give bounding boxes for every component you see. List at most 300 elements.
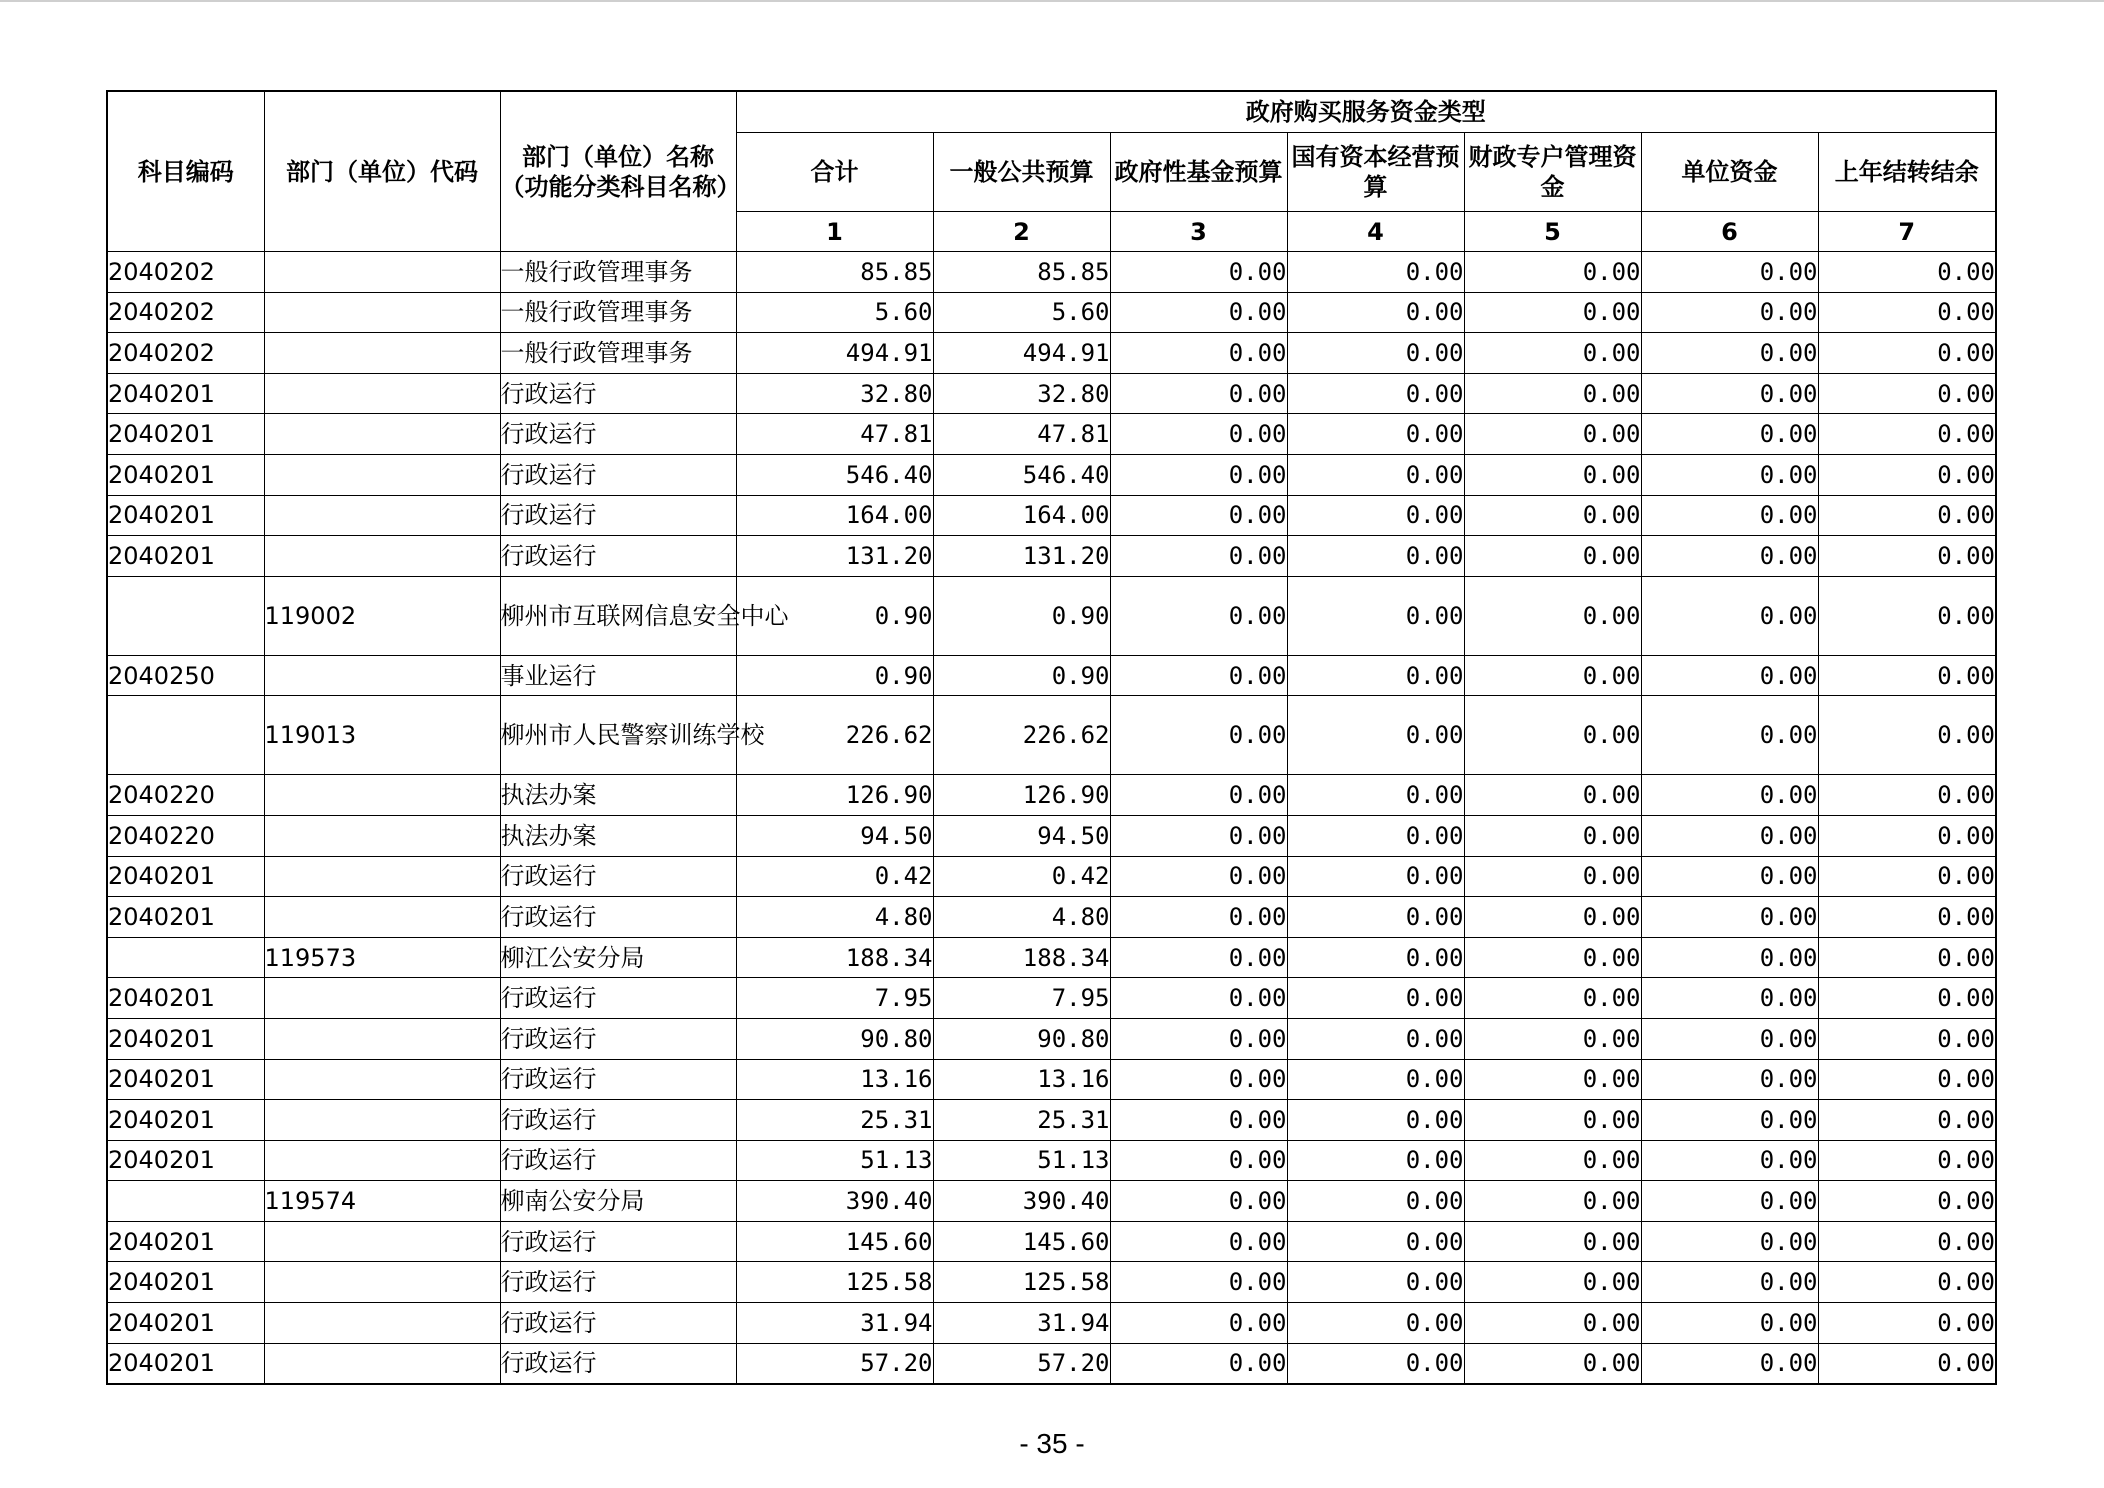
cell-subject-code: 2040201 bbox=[107, 897, 264, 938]
table-row bbox=[107, 1262, 1996, 1303]
cell-subject-code bbox=[107, 937, 264, 978]
cell-unit-funds: 0.00 bbox=[1641, 775, 1818, 816]
cell-subject-code: 2040201 bbox=[107, 1140, 264, 1181]
cell-dept-code bbox=[264, 292, 500, 333]
cell-carryover: 0.00 bbox=[1818, 1221, 1996, 1262]
cell-special-account-funds: 0.00 bbox=[1464, 536, 1641, 577]
cell-gov-fund-budget: 0.00 bbox=[1110, 333, 1287, 374]
cell-general-budget: 0.42 bbox=[933, 856, 1110, 897]
cell-gov-fund-budget: 0.00 bbox=[1110, 1140, 1287, 1181]
cell-carryover: 0.00 bbox=[1818, 1059, 1996, 1100]
cell-state-capital-budget: 0.00 bbox=[1287, 495, 1464, 536]
cell-unit-funds: 0.00 bbox=[1641, 333, 1818, 374]
cell-state-capital-budget: 0.00 bbox=[1287, 696, 1464, 775]
cell-unit-funds: 0.00 bbox=[1641, 1303, 1818, 1344]
cell-dept-name: 执法办案 bbox=[500, 815, 736, 856]
cell-dept-name: 行政运行 bbox=[500, 856, 736, 897]
header-col-index-5: 5 bbox=[1464, 212, 1641, 252]
cell-carryover: 0.00 bbox=[1818, 292, 1996, 333]
cell-total: 31.94 bbox=[736, 1303, 933, 1344]
cell-dept-name: 行政运行 bbox=[500, 536, 736, 577]
cell-subject-code bbox=[107, 1181, 264, 1222]
cell-subject-code: 2040201 bbox=[107, 495, 264, 536]
table-row bbox=[107, 454, 1996, 495]
table-row bbox=[107, 1303, 1996, 1344]
cell-total: 4.80 bbox=[736, 897, 933, 938]
cell-carryover: 0.00 bbox=[1818, 978, 1996, 1019]
cell-dept-code: 119013 bbox=[264, 696, 500, 775]
cell-state-capital-budget: 0.00 bbox=[1287, 655, 1464, 696]
cell-dept-name: 行政运行 bbox=[500, 978, 736, 1019]
cell-state-capital-budget: 0.00 bbox=[1287, 1343, 1464, 1384]
header-dept-code: 部门（单位）代码 bbox=[264, 91, 500, 252]
table-row bbox=[107, 655, 1996, 696]
cell-total: 25.31 bbox=[736, 1100, 933, 1141]
cell-carryover: 0.00 bbox=[1818, 696, 1996, 775]
cell-general-budget: 85.85 bbox=[933, 252, 1110, 293]
table-row bbox=[107, 414, 1996, 455]
table-row bbox=[107, 252, 1996, 293]
cell-dept-name: 行政运行 bbox=[500, 1059, 736, 1100]
cell-subject-code: 2040201 bbox=[107, 978, 264, 1019]
cell-unit-funds: 0.00 bbox=[1641, 536, 1818, 577]
cell-general-budget: 494.91 bbox=[933, 333, 1110, 374]
header-col-unit-funds: 单位资金 bbox=[1641, 133, 1818, 212]
cell-subject-code: 2040220 bbox=[107, 815, 264, 856]
cell-state-capital-budget: 0.00 bbox=[1287, 937, 1464, 978]
cell-dept-code bbox=[264, 897, 500, 938]
cell-special-account-funds: 0.00 bbox=[1464, 775, 1641, 816]
cell-dept-name: 一般行政管理事务 bbox=[500, 252, 736, 293]
header-col-gov-fund-budget: 政府性基金预算 bbox=[1110, 133, 1287, 212]
cell-total: 51.13 bbox=[736, 1140, 933, 1181]
cell-general-budget: 226.62 bbox=[933, 696, 1110, 775]
cell-total: 145.60 bbox=[736, 1221, 933, 1262]
top-border-line bbox=[0, 0, 2104, 2]
cell-dept-code bbox=[264, 252, 500, 293]
cell-carryover: 0.00 bbox=[1818, 775, 1996, 816]
cell-state-capital-budget: 0.00 bbox=[1287, 1221, 1464, 1262]
cell-dept-code bbox=[264, 414, 500, 455]
cell-state-capital-budget: 0.00 bbox=[1287, 1262, 1464, 1303]
cell-unit-funds: 0.00 bbox=[1641, 1140, 1818, 1181]
cell-subject-code: 2040201 bbox=[107, 1221, 264, 1262]
cell-gov-fund-budget: 0.00 bbox=[1110, 373, 1287, 414]
cell-gov-fund-budget: 0.00 bbox=[1110, 775, 1287, 816]
cell-total: 0.42 bbox=[736, 856, 933, 897]
cell-unit-funds: 0.00 bbox=[1641, 1221, 1818, 1262]
cell-subject-code: 2040201 bbox=[107, 1100, 264, 1141]
cell-general-budget: 47.81 bbox=[933, 414, 1110, 455]
cell-unit-funds: 0.00 bbox=[1641, 856, 1818, 897]
cell-general-budget: 51.13 bbox=[933, 1140, 1110, 1181]
cell-dept-name: 行政运行 bbox=[500, 1343, 736, 1384]
header-subject-code: 科目编码 bbox=[107, 91, 264, 252]
cell-carryover: 0.00 bbox=[1818, 897, 1996, 938]
cell-unit-funds: 0.00 bbox=[1641, 1262, 1818, 1303]
cell-state-capital-budget: 0.00 bbox=[1287, 1018, 1464, 1059]
cell-state-capital-budget: 0.00 bbox=[1287, 1181, 1464, 1222]
cell-special-account-funds: 0.00 bbox=[1464, 292, 1641, 333]
cell-general-budget: 5.60 bbox=[933, 292, 1110, 333]
header-col-carryover: 上年结转结余 bbox=[1818, 133, 1996, 212]
cell-total: 390.40 bbox=[736, 1181, 933, 1222]
cell-dept-name: 行政运行 bbox=[500, 414, 736, 455]
table-row bbox=[107, 1221, 1996, 1262]
cell-unit-funds: 0.00 bbox=[1641, 978, 1818, 1019]
cell-special-account-funds: 0.00 bbox=[1464, 1343, 1641, 1384]
cell-dept-name: 行政运行 bbox=[500, 1221, 736, 1262]
cell-subject-code bbox=[107, 576, 264, 655]
cell-dept-code bbox=[264, 1018, 500, 1059]
cell-dept-name: 行政运行 bbox=[500, 495, 736, 536]
table-row bbox=[107, 1059, 1996, 1100]
cell-gov-fund-budget: 0.00 bbox=[1110, 576, 1287, 655]
table-row bbox=[107, 1181, 1996, 1222]
cell-subject-code: 2040201 bbox=[107, 454, 264, 495]
cell-unit-funds: 0.00 bbox=[1641, 495, 1818, 536]
cell-subject-code: 2040201 bbox=[107, 1262, 264, 1303]
table-row bbox=[107, 1100, 1996, 1141]
cell-gov-fund-budget: 0.00 bbox=[1110, 815, 1287, 856]
cell-special-account-funds: 0.00 bbox=[1464, 1303, 1641, 1344]
table-row bbox=[107, 1140, 1996, 1181]
cell-general-budget: 126.90 bbox=[933, 775, 1110, 816]
cell-dept-name: 行政运行 bbox=[500, 1262, 736, 1303]
cell-special-account-funds: 0.00 bbox=[1464, 937, 1641, 978]
header-col-index-4: 4 bbox=[1287, 212, 1464, 252]
cell-carryover: 0.00 bbox=[1818, 1343, 1996, 1384]
table-row bbox=[107, 576, 1996, 655]
cell-unit-funds: 0.00 bbox=[1641, 1018, 1818, 1059]
cell-total: 57.20 bbox=[736, 1343, 933, 1384]
cell-unit-funds: 0.00 bbox=[1641, 1181, 1818, 1222]
cell-general-budget: 546.40 bbox=[933, 454, 1110, 495]
cell-total: 188.34 bbox=[736, 937, 933, 978]
cell-subject-code: 2040201 bbox=[107, 1059, 264, 1100]
cell-gov-fund-budget: 0.00 bbox=[1110, 252, 1287, 293]
cell-dept-name: 柳江公安分局 bbox=[500, 937, 736, 978]
government-service-purchase-table bbox=[106, 90, 1997, 1385]
table-row bbox=[107, 775, 1996, 816]
cell-gov-fund-budget: 0.00 bbox=[1110, 655, 1287, 696]
table-body bbox=[107, 252, 1996, 1385]
cell-carryover: 0.00 bbox=[1818, 856, 1996, 897]
cell-general-budget: 188.34 bbox=[933, 937, 1110, 978]
cell-gov-fund-budget: 0.00 bbox=[1110, 1303, 1287, 1344]
cell-total: 546.40 bbox=[736, 454, 933, 495]
cell-special-account-funds: 0.00 bbox=[1464, 1221, 1641, 1262]
cell-subject-code: 2040201 bbox=[107, 1343, 264, 1384]
table-row bbox=[107, 815, 1996, 856]
cell-dept-name: 行政运行 bbox=[500, 373, 736, 414]
cell-total: 13.16 bbox=[736, 1059, 933, 1100]
cell-carryover: 0.00 bbox=[1818, 1181, 1996, 1222]
table-row bbox=[107, 897, 1996, 938]
cell-state-capital-budget: 0.00 bbox=[1287, 373, 1464, 414]
cell-special-account-funds: 0.00 bbox=[1464, 815, 1641, 856]
cell-state-capital-budget: 0.00 bbox=[1287, 414, 1464, 455]
cell-dept-name: 行政运行 bbox=[500, 897, 736, 938]
cell-gov-fund-budget: 0.00 bbox=[1110, 937, 1287, 978]
cell-carryover: 0.00 bbox=[1818, 815, 1996, 856]
cell-general-budget: 7.95 bbox=[933, 978, 1110, 1019]
cell-subject-code: 2040220 bbox=[107, 775, 264, 816]
cell-special-account-funds: 0.00 bbox=[1464, 454, 1641, 495]
header-col-special-account-funds: 财政专户管理资金 bbox=[1464, 133, 1641, 212]
cell-total: 5.60 bbox=[736, 292, 933, 333]
cell-carryover: 0.00 bbox=[1818, 576, 1996, 655]
table-row bbox=[107, 856, 1996, 897]
cell-dept-name: 行政运行 bbox=[500, 1100, 736, 1141]
cell-state-capital-budget: 0.00 bbox=[1287, 897, 1464, 938]
cell-gov-fund-budget: 0.00 bbox=[1110, 495, 1287, 536]
cell-gov-fund-budget: 0.00 bbox=[1110, 454, 1287, 495]
cell-total: 94.50 bbox=[736, 815, 933, 856]
cell-dept-name: 一般行政管理事务 bbox=[500, 333, 736, 374]
cell-state-capital-budget: 0.00 bbox=[1287, 1100, 1464, 1141]
cell-special-account-funds: 0.00 bbox=[1464, 414, 1641, 455]
cell-dept-code bbox=[264, 1100, 500, 1141]
table-row bbox=[107, 1018, 1996, 1059]
cell-general-budget: 57.20 bbox=[933, 1343, 1110, 1384]
header-col-general-budget: 一般公共预算 bbox=[933, 133, 1110, 212]
cell-carryover: 0.00 bbox=[1818, 1100, 1996, 1141]
cell-dept-code bbox=[264, 1343, 500, 1384]
cell-gov-fund-budget: 0.00 bbox=[1110, 978, 1287, 1019]
cell-special-account-funds: 0.00 bbox=[1464, 978, 1641, 1019]
cell-dept-name: 行政运行 bbox=[500, 454, 736, 495]
page-number: - 35 - bbox=[1019, 1428, 1085, 1459]
cell-total: 0.90 bbox=[736, 576, 933, 655]
cell-general-budget: 164.00 bbox=[933, 495, 1110, 536]
cell-dept-code bbox=[264, 1140, 500, 1181]
cell-dept-name: 柳州市互联网信息安全中心 bbox=[500, 576, 736, 655]
header-col-index-3: 3 bbox=[1110, 212, 1287, 252]
cell-gov-fund-budget: 0.00 bbox=[1110, 1343, 1287, 1384]
cell-carryover: 0.00 bbox=[1818, 1262, 1996, 1303]
cell-total: 131.20 bbox=[736, 536, 933, 577]
cell-subject-code bbox=[107, 696, 264, 775]
cell-general-budget: 0.90 bbox=[933, 655, 1110, 696]
header-col-index-2: 2 bbox=[933, 212, 1110, 252]
cell-dept-code bbox=[264, 333, 500, 374]
cell-total: 0.90 bbox=[736, 655, 933, 696]
cell-state-capital-budget: 0.00 bbox=[1287, 1303, 1464, 1344]
cell-dept-name: 行政运行 bbox=[500, 1018, 736, 1059]
cell-special-account-funds: 0.00 bbox=[1464, 856, 1641, 897]
table-row bbox=[107, 373, 1996, 414]
cell-total: 47.81 bbox=[736, 414, 933, 455]
cell-dept-code bbox=[264, 495, 500, 536]
cell-total: 90.80 bbox=[736, 1018, 933, 1059]
cell-dept-name: 柳南公安分局 bbox=[500, 1181, 736, 1222]
cell-state-capital-budget: 0.00 bbox=[1287, 775, 1464, 816]
cell-dept-code bbox=[264, 856, 500, 897]
cell-subject-code: 2040201 bbox=[107, 536, 264, 577]
cell-carryover: 0.00 bbox=[1818, 1140, 1996, 1181]
cell-dept-code bbox=[264, 454, 500, 495]
cell-general-budget: 131.20 bbox=[933, 536, 1110, 577]
cell-unit-funds: 0.00 bbox=[1641, 414, 1818, 455]
table-row bbox=[107, 292, 1996, 333]
cell-unit-funds: 0.00 bbox=[1641, 897, 1818, 938]
cell-subject-code: 2040202 bbox=[107, 252, 264, 293]
header-col-index-6: 6 bbox=[1641, 212, 1818, 252]
cell-special-account-funds: 0.00 bbox=[1464, 1059, 1641, 1100]
cell-total: 126.90 bbox=[736, 775, 933, 816]
cell-special-account-funds: 0.00 bbox=[1464, 576, 1641, 655]
header-col-index-7: 7 bbox=[1818, 212, 1996, 252]
cell-general-budget: 125.58 bbox=[933, 1262, 1110, 1303]
cell-special-account-funds: 0.00 bbox=[1464, 897, 1641, 938]
table-row bbox=[107, 333, 1996, 374]
header-dept-name-line1: 部门（单位）名称 bbox=[522, 142, 714, 171]
header-col-index-1: 1 bbox=[736, 212, 933, 252]
cell-gov-fund-budget: 0.00 bbox=[1110, 1059, 1287, 1100]
cell-dept-code bbox=[264, 775, 500, 816]
cell-special-account-funds: 0.00 bbox=[1464, 655, 1641, 696]
cell-gov-fund-budget: 0.00 bbox=[1110, 1018, 1287, 1059]
cell-dept-code bbox=[264, 1262, 500, 1303]
cell-general-budget: 0.90 bbox=[933, 576, 1110, 655]
cell-subject-code: 2040201 bbox=[107, 1303, 264, 1344]
cell-carryover: 0.00 bbox=[1818, 655, 1996, 696]
cell-gov-fund-budget: 0.00 bbox=[1110, 1181, 1287, 1222]
cell-total: 32.80 bbox=[736, 373, 933, 414]
cell-carryover: 0.00 bbox=[1818, 333, 1996, 374]
cell-general-budget: 390.40 bbox=[933, 1181, 1110, 1222]
cell-state-capital-budget: 0.00 bbox=[1287, 333, 1464, 374]
cell-unit-funds: 0.00 bbox=[1641, 252, 1818, 293]
cell-special-account-funds: 0.00 bbox=[1464, 495, 1641, 536]
cell-special-account-funds: 0.00 bbox=[1464, 1018, 1641, 1059]
cell-general-budget: 145.60 bbox=[933, 1221, 1110, 1262]
cell-dept-code bbox=[264, 655, 500, 696]
cell-unit-funds: 0.00 bbox=[1641, 1059, 1818, 1100]
cell-gov-fund-budget: 0.00 bbox=[1110, 1262, 1287, 1303]
cell-dept-name: 一般行政管理事务 bbox=[500, 292, 736, 333]
cell-unit-funds: 0.00 bbox=[1641, 1100, 1818, 1141]
cell-subject-code: 2040201 bbox=[107, 373, 264, 414]
header-col-state-capital-budget: 国有资本经营预算 bbox=[1287, 133, 1464, 212]
cell-unit-funds: 0.00 bbox=[1641, 1343, 1818, 1384]
cell-gov-fund-budget: 0.00 bbox=[1110, 292, 1287, 333]
cell-dept-code: 119574 bbox=[264, 1181, 500, 1222]
cell-special-account-funds: 0.00 bbox=[1464, 1262, 1641, 1303]
cell-dept-code: 119573 bbox=[264, 937, 500, 978]
cell-total: 85.85 bbox=[736, 252, 933, 293]
cell-special-account-funds: 0.00 bbox=[1464, 252, 1641, 293]
cell-state-capital-budget: 0.00 bbox=[1287, 292, 1464, 333]
cell-special-account-funds: 0.00 bbox=[1464, 1181, 1641, 1222]
cell-dept-code bbox=[264, 1303, 500, 1344]
cell-unit-funds: 0.00 bbox=[1641, 373, 1818, 414]
cell-subject-code: 2040202 bbox=[107, 333, 264, 374]
table-row bbox=[107, 937, 1996, 978]
cell-total: 125.58 bbox=[736, 1262, 933, 1303]
cell-total: 164.00 bbox=[736, 495, 933, 536]
cell-general-budget: 94.50 bbox=[933, 815, 1110, 856]
table-row bbox=[107, 978, 1996, 1019]
cell-special-account-funds: 0.00 bbox=[1464, 1140, 1641, 1181]
table-row bbox=[107, 536, 1996, 577]
cell-gov-fund-budget: 0.00 bbox=[1110, 1221, 1287, 1262]
cell-state-capital-budget: 0.00 bbox=[1287, 1140, 1464, 1181]
cell-special-account-funds: 0.00 bbox=[1464, 333, 1641, 374]
cell-special-account-funds: 0.00 bbox=[1464, 696, 1641, 775]
cell-dept-name: 柳州市人民警察训练学校 bbox=[500, 696, 736, 775]
cell-dept-name: 事业运行 bbox=[500, 655, 736, 696]
cell-dept-code bbox=[264, 373, 500, 414]
table-row bbox=[107, 1343, 1996, 1384]
cell-gov-fund-budget: 0.00 bbox=[1110, 897, 1287, 938]
cell-unit-funds: 0.00 bbox=[1641, 655, 1818, 696]
cell-total: 7.95 bbox=[736, 978, 933, 1019]
cell-gov-fund-budget: 0.00 bbox=[1110, 856, 1287, 897]
cell-total: 226.62 bbox=[736, 696, 933, 775]
cell-dept-code bbox=[264, 978, 500, 1019]
cell-subject-code: 2040250 bbox=[107, 655, 264, 696]
header-fund-type-group: 政府购买服务资金类型 bbox=[736, 91, 1996, 133]
cell-state-capital-budget: 0.00 bbox=[1287, 454, 1464, 495]
cell-carryover: 0.00 bbox=[1818, 495, 1996, 536]
header-col-total: 合计 bbox=[736, 133, 933, 212]
header-dept-name bbox=[500, 91, 741, 252]
cell-state-capital-budget: 0.00 bbox=[1287, 815, 1464, 856]
cell-special-account-funds: 0.00 bbox=[1464, 373, 1641, 414]
cell-dept-code: 119002 bbox=[264, 576, 500, 655]
cell-dept-name: 执法办案 bbox=[500, 775, 736, 816]
cell-carryover: 0.00 bbox=[1818, 414, 1996, 455]
cell-subject-code: 2040201 bbox=[107, 414, 264, 455]
cell-state-capital-budget: 0.00 bbox=[1287, 536, 1464, 577]
cell-unit-funds: 0.00 bbox=[1641, 292, 1818, 333]
cell-state-capital-budget: 0.00 bbox=[1287, 978, 1464, 1019]
cell-carryover: 0.00 bbox=[1818, 1303, 1996, 1344]
table-row bbox=[107, 495, 1996, 536]
cell-carryover: 0.00 bbox=[1818, 252, 1996, 293]
cell-carryover: 0.00 bbox=[1818, 536, 1996, 577]
cell-general-budget: 25.31 bbox=[933, 1100, 1110, 1141]
cell-gov-fund-budget: 0.00 bbox=[1110, 1100, 1287, 1141]
cell-general-budget: 13.16 bbox=[933, 1059, 1110, 1100]
cell-state-capital-budget: 0.00 bbox=[1287, 1059, 1464, 1100]
cell-dept-name: 行政运行 bbox=[500, 1303, 736, 1344]
cell-subject-code: 2040202 bbox=[107, 292, 264, 333]
header-dept-name-line2: （功能分类科目名称） bbox=[500, 172, 741, 201]
cell-state-capital-budget: 0.00 bbox=[1287, 856, 1464, 897]
cell-special-account-funds: 0.00 bbox=[1464, 1100, 1641, 1141]
cell-gov-fund-budget: 0.00 bbox=[1110, 696, 1287, 775]
cell-dept-code bbox=[264, 1221, 500, 1262]
cell-general-budget: 32.80 bbox=[933, 373, 1110, 414]
cell-subject-code: 2040201 bbox=[107, 1018, 264, 1059]
cell-general-budget: 90.80 bbox=[933, 1018, 1110, 1059]
cell-dept-code bbox=[264, 536, 500, 577]
cell-unit-funds: 0.00 bbox=[1641, 937, 1818, 978]
cell-general-budget: 31.94 bbox=[933, 1303, 1110, 1344]
cell-carryover: 0.00 bbox=[1818, 1018, 1996, 1059]
table-row bbox=[107, 696, 1996, 775]
cell-unit-funds: 0.00 bbox=[1641, 815, 1818, 856]
cell-general-budget: 4.80 bbox=[933, 897, 1110, 938]
cell-gov-fund-budget: 0.00 bbox=[1110, 536, 1287, 577]
cell-total: 494.91 bbox=[736, 333, 933, 374]
cell-dept-name: 行政运行 bbox=[500, 1140, 736, 1181]
cell-unit-funds: 0.00 bbox=[1641, 696, 1818, 775]
cell-carryover: 0.00 bbox=[1818, 937, 1996, 978]
